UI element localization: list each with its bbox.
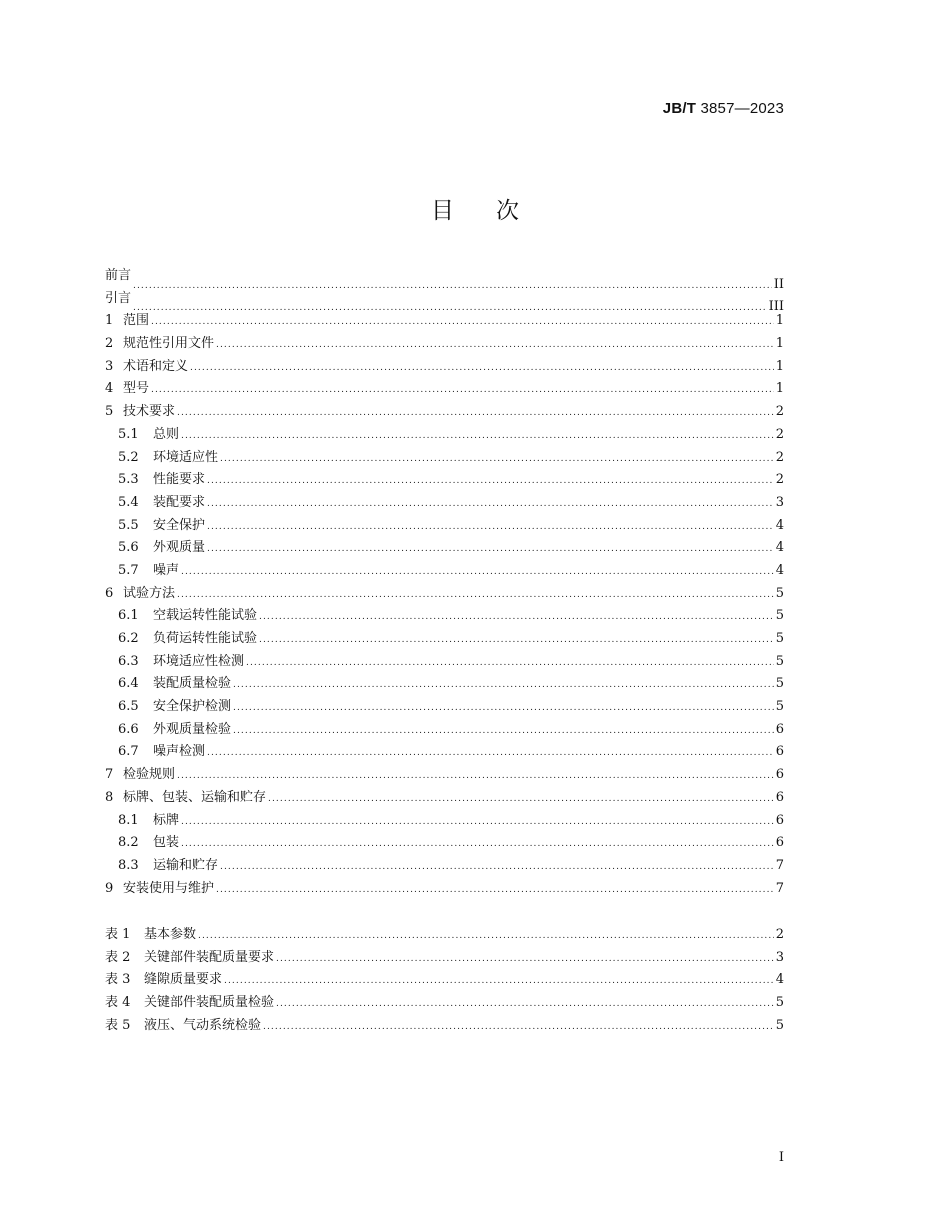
- toc-entry[interactable]: [105, 447, 784, 470]
- entry-title: 术语和定义: [123, 358, 189, 374]
- entry-number: 6.1: [118, 608, 139, 624]
- toc-entry[interactable]: [105, 696, 784, 719]
- entry-label-group: [105, 378, 149, 401]
- dot-leader: [246, 652, 774, 675]
- entry-label-group: [118, 832, 179, 855]
- entry-title: 技术要求: [123, 404, 176, 420]
- entry-title: 试验方法: [123, 585, 176, 601]
- dot-leader: [207, 538, 774, 561]
- entry-title: 安全保护: [153, 517, 206, 533]
- page-number: I: [778, 1150, 784, 1165]
- dot-leader: [190, 357, 774, 380]
- entry-label-group: [105, 310, 149, 333]
- entry-page: 5: [775, 1017, 784, 1033]
- entry-number: 6: [105, 585, 114, 601]
- entry-page: 5: [775, 631, 784, 646]
- dot-leader: [177, 584, 774, 607]
- entry-number: 5.2: [118, 449, 139, 465]
- entry-label-group: [105, 356, 188, 379]
- toc-entry[interactable]: [105, 651, 784, 674]
- dot-leader: [177, 402, 774, 425]
- entry-title: 安全保护检测: [153, 699, 232, 715]
- entry-page: 6: [775, 812, 784, 828]
- entry-title: 液压、气动系统检验: [144, 1017, 262, 1033]
- entry-number: 6.7: [118, 744, 139, 760]
- dot-leader: [263, 1016, 774, 1039]
- entry-label-group: [105, 992, 274, 1015]
- toc-entry[interactable]: [105, 947, 784, 970]
- entry-number: 5.7: [118, 562, 139, 578]
- entry-label-group: [118, 447, 218, 470]
- entry-number: 6.5: [118, 699, 139, 715]
- dot-leader: [151, 311, 774, 334]
- toc-entry[interactable]: [105, 741, 784, 764]
- toc-entry[interactable]: [105, 605, 784, 628]
- entry-title: 标牌、包装、运输和贮存: [123, 789, 267, 805]
- entry-number: 1: [105, 313, 114, 329]
- entry-number: 5.4: [118, 494, 139, 510]
- page-title: 目次: [431, 198, 561, 224]
- entry-page: 5: [775, 699, 784, 715]
- dot-leader: [220, 448, 774, 471]
- toc-entry[interactable]: [105, 1015, 784, 1038]
- entry-title: 安装使用与维护: [123, 880, 215, 896]
- dot-leader: [216, 879, 774, 902]
- entry-label-group: [105, 401, 175, 424]
- entry-label-group: [105, 333, 214, 356]
- entry-number: 9: [105, 880, 114, 896]
- dot-leader: [177, 765, 774, 788]
- entry-label-group: [118, 696, 231, 719]
- entry-page: 3: [775, 949, 784, 965]
- toc-entry[interactable]: [105, 310, 784, 333]
- toc-entry[interactable]: [105, 832, 784, 855]
- entry-label-group: [118, 469, 205, 492]
- dot-leader: [151, 379, 774, 402]
- entry-number: 5.1: [118, 426, 139, 442]
- entry-number: 表 4: [105, 995, 131, 1011]
- toc-entry[interactable]: [105, 492, 784, 515]
- dot-leader: [259, 606, 774, 629]
- entry-page: II: [773, 276, 784, 292]
- entry-number: 表 3: [105, 972, 131, 988]
- entry-title: 噪声: [153, 562, 180, 578]
- entry-page: 1: [775, 313, 784, 329]
- entry-title: 外观质量检验: [153, 721, 232, 737]
- dot-leader: [220, 856, 774, 879]
- standard-number: [663, 100, 784, 117]
- dot-leader: [233, 674, 774, 697]
- entry-page: 4: [775, 562, 784, 578]
- toc-entry[interactable]: [105, 719, 784, 742]
- entry-title: 外观质量: [153, 540, 206, 556]
- entry-label-group: [118, 537, 205, 560]
- entry-number: 5: [105, 404, 114, 420]
- entry-label-group: [105, 878, 214, 901]
- entry-number: 8.2: [118, 835, 139, 851]
- entry-page: 1: [775, 336, 784, 352]
- entry-page: 1: [775, 358, 784, 374]
- toc-entry[interactable]: [105, 469, 784, 492]
- list-of-tables: [105, 924, 784, 1037]
- entry-label-group: [105, 288, 131, 311]
- entry-label-group: [118, 492, 205, 515]
- entry-label-group: [105, 583, 175, 606]
- entry-number: 6.6: [118, 721, 139, 737]
- dot-leader: [181, 811, 774, 834]
- toc-entry[interactable]: [105, 673, 784, 696]
- toc-entry[interactable]: [105, 924, 784, 947]
- toc-entry[interactable]: [105, 855, 784, 878]
- entry-label-group: [105, 764, 175, 787]
- entry-label-group: [118, 741, 205, 764]
- entry-title: 运输和贮存: [153, 857, 219, 873]
- entry-label-group: [118, 651, 244, 674]
- entry-title: 空载运转性能试验: [153, 608, 258, 624]
- entry-page: 6: [775, 721, 784, 737]
- toc-entry[interactable]: [105, 537, 784, 560]
- entry-number: 6.2: [118, 631, 139, 646]
- dot-leader: [198, 925, 774, 948]
- entry-title: 关键部件装配质量要求: [144, 949, 275, 965]
- entry-title: 负荷运转性能试验: [153, 631, 258, 646]
- toc-entry[interactable]: [105, 333, 784, 356]
- entry-number: 4: [105, 381, 114, 397]
- entry-number: 6.3: [118, 653, 139, 669]
- dot-leader: [259, 629, 774, 652]
- entry-title: 检验规则: [123, 767, 176, 783]
- entry-page: 6: [775, 767, 784, 783]
- entry-label-group: [118, 810, 179, 833]
- entry-title: 噪声检测: [153, 744, 206, 760]
- toc-entry[interactable]: [105, 378, 784, 401]
- dot-leader: [207, 470, 774, 493]
- entry-title: 总则: [153, 426, 180, 442]
- dot-leader: [181, 561, 774, 584]
- entry-title: 装配要求: [153, 494, 206, 510]
- toc-entry[interactable]: [105, 764, 784, 787]
- entry-number: 表 5: [105, 1017, 131, 1033]
- toc-entry[interactable]: [105, 356, 784, 379]
- dot-leader: [133, 275, 772, 298]
- entry-page: 2: [775, 927, 784, 942]
- entry-page: 2: [775, 449, 784, 465]
- toc-entry[interactable]: [105, 401, 784, 424]
- entry-title: 装配质量检验: [153, 676, 232, 692]
- toc-entry[interactable]: [105, 810, 784, 833]
- entry-number: 3: [105, 358, 114, 374]
- entry-label-group: [118, 628, 257, 651]
- toc-entry[interactable]: [105, 992, 784, 1015]
- entry-title: 环境适应性检测: [153, 653, 245, 669]
- entry-label-group: [118, 673, 231, 696]
- standard-code: 3857—2023: [696, 100, 784, 117]
- dot-leader: [233, 697, 774, 720]
- entry-label-group: [118, 560, 179, 583]
- entry-page: 5: [775, 676, 784, 692]
- toc-entry[interactable]: [105, 265, 784, 292]
- entry-page: 4: [775, 972, 784, 988]
- entry-title: 规范性引用文件: [123, 336, 215, 352]
- entry-page: 6: [775, 835, 784, 851]
- toc-entry[interactable]: [105, 628, 784, 651]
- entry-number: 5.5: [118, 517, 139, 533]
- entry-label-group: [105, 1015, 261, 1038]
- entry-page: 5: [775, 608, 784, 624]
- toc-entry[interactable]: [105, 787, 784, 810]
- entry-label-group: [105, 924, 196, 947]
- entry-title: 引言: [105, 290, 132, 306]
- entry-number: 8.1: [118, 812, 139, 828]
- entry-number: 表 2: [105, 949, 131, 965]
- toc-entry[interactable]: [105, 878, 784, 901]
- dot-leader: [181, 833, 774, 856]
- entry-page: 1: [775, 381, 784, 397]
- entry-label-group: [118, 605, 257, 628]
- entry-number: 5.6: [118, 540, 139, 556]
- entry-title: 缝隙质量要求: [144, 972, 223, 988]
- toc-entry[interactable]: [105, 424, 784, 447]
- entry-label-group: [105, 969, 222, 992]
- dot-leader: [276, 948, 774, 971]
- entry-number: 5.3: [118, 472, 139, 488]
- entry-title: 范围: [123, 313, 150, 329]
- entry-number: 表 1: [105, 927, 131, 942]
- dot-leader: [233, 720, 774, 743]
- entry-label-group: [118, 515, 205, 538]
- dot-leader: [207, 516, 774, 539]
- entry-page: 7: [775, 880, 784, 896]
- entry-label-group: [118, 855, 218, 878]
- entry-number: 8.3: [118, 857, 139, 873]
- entry-title: 环境适应性: [153, 449, 219, 465]
- entry-number: 2: [105, 336, 114, 352]
- entry-label-group: [105, 787, 266, 810]
- dot-leader: [276, 993, 774, 1016]
- dot-leader: [181, 425, 774, 448]
- entry-page: III: [768, 299, 784, 315]
- entry-number: 7: [105, 767, 114, 783]
- dot-leader: [216, 334, 774, 357]
- entry-page: 2: [775, 472, 784, 488]
- entry-number: 6.4: [118, 676, 139, 692]
- toc-entry[interactable]: [105, 969, 784, 992]
- entry-label-group: [118, 424, 179, 447]
- entry-title: 基本参数: [144, 927, 197, 942]
- entry-label-group: [118, 719, 231, 742]
- entry-page: 5: [775, 585, 784, 601]
- entry-number: 8: [105, 789, 114, 805]
- entry-page: 2: [775, 404, 784, 420]
- entry-title: 标牌: [153, 812, 180, 828]
- dot-leader: [224, 970, 774, 993]
- dot-leader: [207, 742, 774, 765]
- standard-prefix: JB/T: [662, 100, 697, 117]
- entry-title: 性能要求: [153, 472, 206, 488]
- entry-page: 6: [775, 789, 784, 805]
- entry-label-group: [105, 265, 131, 288]
- entry-title: 包装: [153, 835, 180, 851]
- entry-page: 4: [775, 517, 784, 533]
- entry-page: 5: [775, 995, 784, 1011]
- entry-page: 2: [775, 426, 784, 442]
- entry-page: 5: [775, 653, 784, 669]
- entry-page: 6: [775, 744, 784, 760]
- table-of-contents: [105, 265, 784, 900]
- entry-title: 关键部件装配质量检验: [144, 995, 275, 1011]
- toc-entry[interactable]: [105, 583, 784, 606]
- entry-title: 前言: [105, 268, 132, 283]
- toc-entry[interactable]: [105, 515, 784, 538]
- entry-page: 7: [775, 857, 784, 873]
- entry-page: 4: [775, 540, 784, 556]
- dot-leader: [207, 493, 774, 516]
- entry-label-group: [105, 947, 274, 970]
- dot-leader: [268, 788, 774, 811]
- entry-page: 3: [775, 494, 784, 510]
- toc-entry[interactable]: [105, 560, 784, 583]
- entry-title: 型号: [123, 381, 150, 397]
